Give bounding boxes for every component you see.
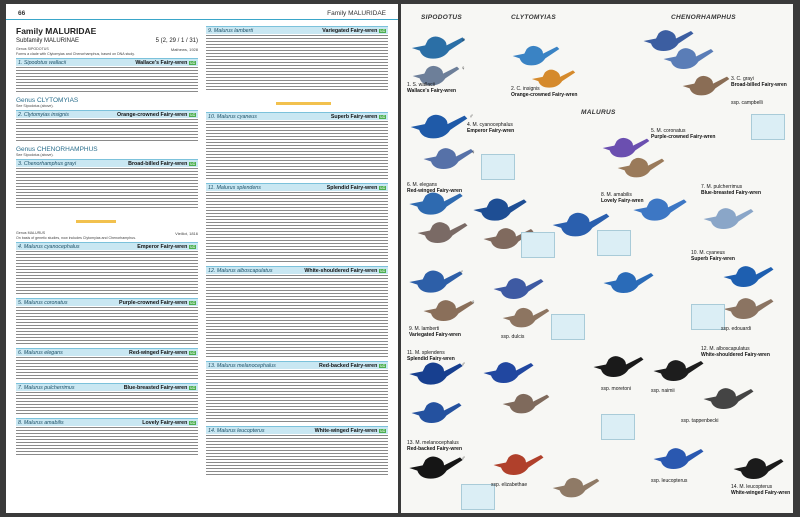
species-account: [16, 383, 198, 416]
cyanocephalus-bird-male: [411, 115, 468, 139]
amabilis-bird-female: [704, 208, 754, 229]
plate-label: 13. M. melanocephalus Red-backed Fairy-wren: [407, 440, 463, 452]
plate-label: 14. M. leucopterus White-winged Fairy-wren: [731, 484, 791, 496]
genus-note: Forms a clade with Clytomyias and Chenorhamphus, based on DNA study.: [16, 52, 135, 56]
subspecies-label: ssp. elizabethae: [491, 482, 528, 488]
splendens-bird: [412, 402, 462, 423]
species-account: [206, 426, 388, 477]
species-header: 2. Clytomyias insignis Orange-crowned Fairy-wren LC: [16, 110, 198, 118]
genus-label: SIPODOTUS: [421, 14, 462, 21]
insignis-bird: [513, 46, 560, 65]
plate-label: 2. C. insignis Orange-crowned Fairy-wren: [511, 86, 578, 98]
splendens-bird-ssp: [484, 362, 534, 383]
species-account: [16, 298, 198, 346]
range-map: [601, 414, 635, 440]
species-account: [16, 348, 198, 381]
melanocephalus-bird-male: [409, 456, 462, 478]
genus-heading: Genus MALURUS Vieillot, 1816 On basis of genetic studies, now includes Clytomyias and Chenorhamphus.: [16, 231, 198, 240]
species-account: [206, 26, 388, 110]
species-account: [16, 418, 198, 457]
species-account: [206, 112, 388, 181]
running-head-title: Family MALURIDAE: [327, 10, 386, 17]
species-header: 10. Malurus cyaneus Superb Fairy-wren LC: [206, 112, 388, 120]
subspecies-label: ssp. edouardi: [721, 326, 752, 332]
insignis-bird-female: [532, 70, 575, 88]
plate-label: 12. M. alboscapulatus White-shouldered Fairy-wren: [701, 346, 770, 358]
range-map: [461, 484, 495, 510]
coronatus-bird-female: [618, 158, 665, 177]
species-header: 7. Malurus pulcherrimus Blue-breasted Fairy-wren LC: [16, 383, 198, 391]
subspecies-label: ssp. campbelli: [731, 100, 763, 106]
species-account: [16, 58, 198, 94]
range-map: [691, 304, 725, 330]
species-account: [206, 183, 388, 264]
cyaneus-bird-male: [604, 272, 654, 293]
subspecies-label: ssp. tappenbecki: [681, 418, 719, 424]
cyanocephalus-bird-female: [424, 148, 474, 169]
subfamily-count: 5 (2, 29 / 1 / 31): [155, 38, 198, 44]
splendens-bird-female: [503, 394, 550, 413]
alboscapulatus-bird-ssp: [654, 360, 704, 381]
plate-label: 5. M. coronatus Purple-crowned Fairy-wren: [651, 128, 716, 140]
genus-label: CHENORHAMPHUS: [671, 14, 736, 21]
species-header: 6. Malurus elegans Red-winged Fairy-wren LC: [16, 348, 198, 356]
species-header: 8. Malurus amabilis Lovely Fairy-wren LC: [16, 418, 198, 426]
text-column-left: [16, 24, 198, 507]
coronatus-bird-male: [603, 138, 650, 157]
range-map: [521, 232, 555, 258]
species-account: [16, 159, 198, 228]
male-symbol: ♂: [461, 456, 466, 462]
alboscapulatus-bird-female: [704, 388, 754, 409]
grayi-bird-male: [644, 30, 694, 51]
range-map: [751, 114, 785, 140]
species-account: [206, 361, 388, 424]
lamberti-bird-male: [409, 270, 462, 292]
book-spread: [6, 4, 794, 513]
splendens-bird-male: [409, 362, 462, 384]
species-account: [206, 266, 388, 359]
plate-label: 9. M. lamberti Variegated Fairy-wren: [409, 326, 461, 338]
genus-label: CLYTOMYIAS: [511, 14, 557, 21]
subspecies-label: ssp. moretoni: [601, 386, 632, 392]
plate-label: 7. M. pulcherrimus Blue-breasted Fairy-wren: [701, 184, 762, 196]
melanocephalus-bird: [494, 454, 544, 475]
cyaneus-bird-female: [724, 298, 774, 319]
cyaneus-bird: [724, 266, 774, 287]
species-header: 11. Malurus splendens Splendid Fairy-wren LC: [206, 183, 388, 191]
genus-note: See Sipodotus (above).: [16, 104, 54, 108]
subspecies-label: ssp. leucopterus: [651, 478, 688, 484]
plate-label: 1. S. wallacii Wallace's Fairy-wren: [407, 82, 457, 94]
male-symbol: ♂: [461, 362, 466, 368]
subspecies-label: ssp. naimii: [651, 388, 675, 394]
subfamily-title: Subfamily MALURINAE: [16, 38, 80, 44]
species-header: 9. Malurus lamberti Variegated Fairy-wren LC: [206, 26, 388, 34]
species-account: [16, 242, 198, 296]
leucopterus-bird-ssp: [734, 458, 784, 479]
melanocephalus-bird-female: [553, 478, 600, 497]
genus-note: See Sipodotus (above).: [16, 153, 54, 157]
species-header: 4. Malurus cyanocephalus Emperor Fairy-wren LC: [16, 242, 198, 250]
species-text: [16, 67, 198, 94]
lamberti-bird-ssp: [494, 278, 544, 299]
range-map: [481, 154, 515, 180]
genus-heading: Genus CLYTOMYIAS See Sipodotus (above).: [16, 97, 198, 108]
text-column-right: [206, 24, 388, 507]
species-header: 14. Malurus leucopterus White-winged Fairy-wren LC: [206, 426, 388, 434]
range-map: [551, 314, 585, 340]
species-header: 5. Malurus coronatus Purple-crowned Fairy-wren LC: [16, 298, 198, 306]
subspecies-label: ssp. dulcis: [501, 334, 525, 340]
genus-heading: Genus SIPODOTUS Mathews, 1928 Forms a clade with Clytomyias and Chenorhamphus, based on DNA study.: [16, 47, 198, 56]
male-symbol: ♂: [461, 38, 466, 44]
pulcherrimus-bird-male: [473, 198, 526, 220]
elegans-bird-male: [409, 192, 462, 214]
lamberti-bird-ssp: [503, 308, 550, 327]
plate-label: 10. M. cyaneus Superb Fairy-wren: [691, 250, 735, 262]
alboscapulatus-bird-male: [594, 356, 644, 377]
species-header: 13. Malurus melanocephalus Red-backed Fairy-wren LC: [206, 361, 388, 369]
wallacii-bird-male: [412, 36, 465, 58]
elegans-bird-female: [418, 222, 468, 243]
male-symbol: ♂: [469, 114, 474, 120]
male-symbol: ♂: [459, 270, 464, 276]
female-symbol: ♀: [461, 66, 466, 72]
grayi-bird-female: [683, 76, 730, 95]
plate-label: 6. M. elegans Red-winged Fairy-wren: [407, 182, 463, 194]
lamberti-bird-female: [424, 300, 474, 321]
plate-label: 11. M. splendens Splendid Fairy-wren: [407, 350, 455, 362]
plate-label: 3. C. grayi Broad-billed Fairy-wren: [731, 76, 787, 88]
species-header: 3. Chenorhamphus grayi Broad-billed Fairy-wren LC: [16, 159, 198, 167]
leucopterus-bird-male: [654, 448, 704, 469]
species-account: [16, 110, 198, 143]
genus-note: On basis of genetic studies, now includes Clytomyias and Chenorhamphus.: [16, 236, 137, 240]
species-header: 1. Sipodotus wallacii Wallace's Fairy-wren LC: [16, 58, 198, 66]
female-symbol: ♀: [471, 150, 476, 156]
species-header: 12. Malurus alboscapulatus White-shouldered Fairy-wren LC: [206, 266, 388, 274]
genus-label: MALURUS: [581, 109, 616, 116]
right-page-plate: [401, 4, 793, 513]
range-map: [597, 230, 631, 256]
page-number: 66: [18, 10, 26, 17]
female-symbol: ♀: [471, 300, 476, 306]
plate-label: 8. M. amabilis Lovely Fairy-wren: [601, 192, 644, 204]
grayi-bird: [664, 48, 714, 69]
family-title: Family MALURIDAE: [16, 26, 97, 36]
genus-heading: Genus CHENORHAMPHUS See Sipodotus (above).: [16, 146, 198, 157]
plate-label: 4. M. cyanocephalus Emperor Fairy-wren: [467, 122, 515, 134]
running-head: [6, 8, 398, 20]
left-page: [6, 4, 398, 513]
